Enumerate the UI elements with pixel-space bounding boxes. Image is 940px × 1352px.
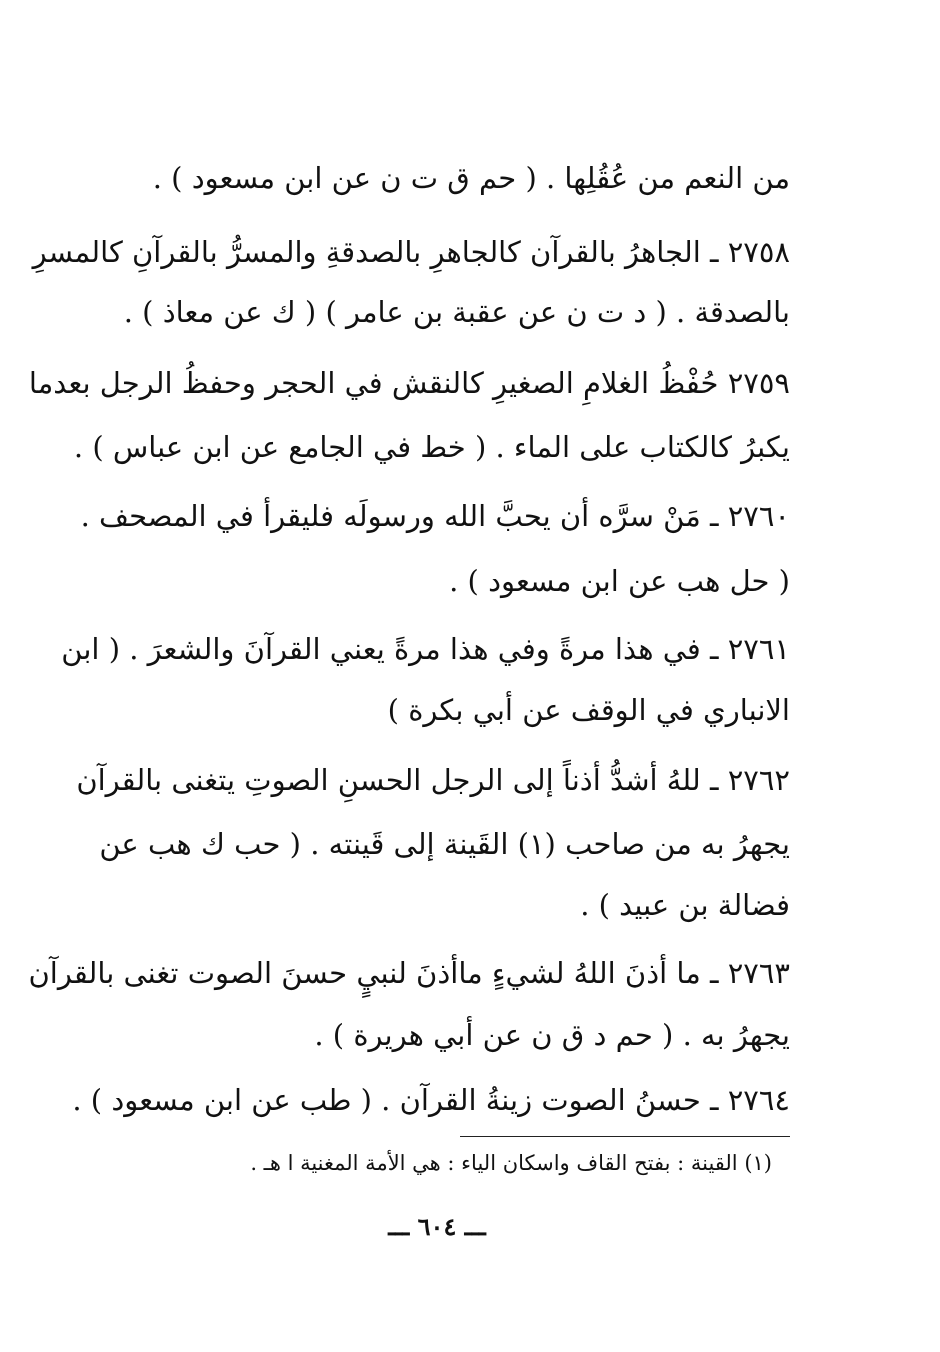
hadith-2758-line-2: بالصدقة . ( د ت ن عن عقبة بن عامر ) ( ك عن معاذ ) . (123, 295, 790, 329)
page-number: ـــ ٦٠٤ ـــ (388, 1212, 486, 1241)
hadith-2763-line-2: يجهرُ به . ( حم د ق ن عن أبي هريرة ) . (314, 1018, 790, 1052)
hadith-2762-line-3: فضالة بن عبيد ) . (580, 888, 790, 922)
hadith-2764-line-1: ٢٧٦٤ ـ حسنُ الصوت زينةُ القرآن . ( طب عن ابن مسعود ) . (72, 1083, 790, 1117)
hadith-2762-line-1: ٢٧٦٢ ـ للهُ أشدُّ أذناً إلى الرجل الحسنِ الصوتِ يتغنى بالقرآن (76, 763, 790, 797)
hadith-2763-line-1: ٢٧٦٣ ـ ما أذنَ اللهُ لشيءٍ ماأذنَ لنبيٍ حسنَ الصوت تغنى بالقرآن (28, 956, 790, 990)
hadith-2759-line-1: ٢٧٥٩ حُفْظُ الغلامِ الصغيرِ كالنقش في الحجر وحفظُ الرجل بعدما (28, 366, 790, 400)
hadith-2759-line-2: يكبرُ كالكتاب على الماء . ( خط في الجامع عن ابن عباس ) . (73, 430, 790, 464)
footnote-text: (١) القينة : بفتح القاف واسكان الياء : هي الأمة المغنية ا هـ . (250, 1151, 772, 1175)
hadith-2760-line-1: ٢٧٦٠ ـ مَنْ سرَّه أن يحبَّ الله ورسولَه فليقرأ في المصحف . (80, 499, 790, 533)
hadith-2760-line-2: ( حل هب عن ابن مسعود ) . (449, 564, 790, 598)
hadith-2761-line-1: ٢٧٦١ ـ في هذا مرةً وفي هذا مرةً يعني القرآنَ والشعرَ . ( ابن (61, 632, 790, 666)
hadith-2762-line-2: يجهرُ به من صاحب (١) القَينة إلى قَينته . ( حب ك هب عن (99, 827, 790, 861)
hadith-2761-line-2: الانباري في الوقف عن أبي بكرة ) (387, 693, 790, 727)
hadith-2758-line-1: ٢٧٥٨ ـ الجاهرُ بالقرآن كالجاهرِ بالصدقةِ والمسرُّ بالقرآنِ كالمسرِ (32, 235, 790, 269)
text-line-1: من النعم من عُقُلِها . ( حم ق ت ن عن ابن مسعود ) . (152, 161, 790, 195)
footnote-divider (460, 1136, 790, 1137)
